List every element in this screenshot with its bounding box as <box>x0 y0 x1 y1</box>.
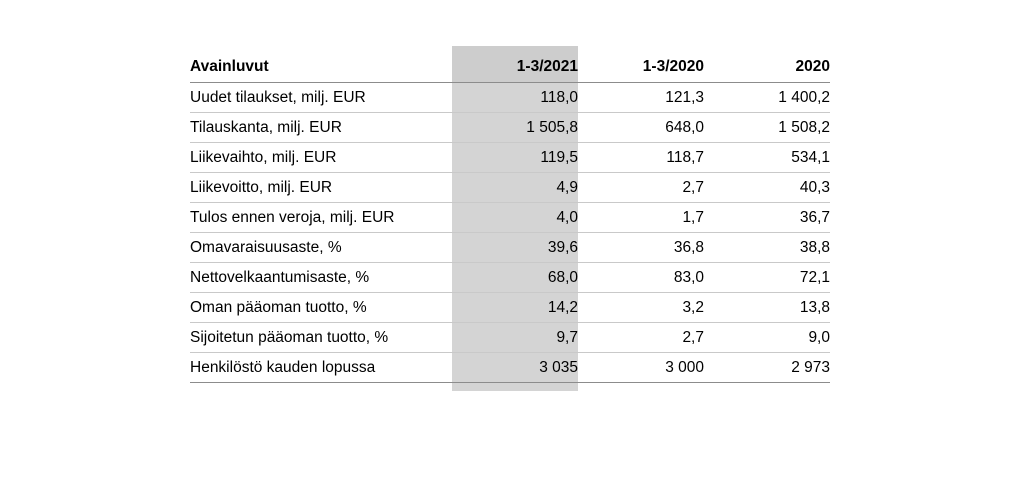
table-row <box>190 143 830 173</box>
column-header-label: Avainluvut <box>190 52 452 83</box>
row-label: Oman pääoman tuotto, % <box>190 293 452 323</box>
cell-period-current: 119,5 <box>452 143 578 173</box>
cell-period-previous: 36,8 <box>578 233 704 263</box>
cell-period-previous: 648,0 <box>578 113 704 143</box>
cell-period-previous: 83,0 <box>578 263 704 293</box>
column-header-full-year: 2020 <box>704 52 830 83</box>
table-row <box>190 173 830 203</box>
cell-full-year: 534,1 <box>704 143 830 173</box>
cell-period-previous: 2,7 <box>578 323 704 353</box>
table-header-row <box>190 52 830 83</box>
row-label: Sijoitetun pääoman tuotto, % <box>190 323 452 353</box>
cell-period-current: 14,2 <box>452 293 578 323</box>
cell-full-year: 72,1 <box>704 263 830 293</box>
cell-period-current: 3 035 <box>452 353 578 383</box>
kpi-table-container <box>190 52 830 383</box>
highlight-band-top <box>452 46 578 52</box>
cell-full-year: 1 508,2 <box>704 113 830 143</box>
cell-period-current: 4,0 <box>452 203 578 233</box>
table-row <box>190 353 830 383</box>
table-row <box>190 113 830 143</box>
cell-period-current: 118,0 <box>452 83 578 113</box>
table-body <box>190 83 830 383</box>
table-row <box>190 83 830 113</box>
cell-period-current: 1 505,8 <box>452 113 578 143</box>
table-row <box>190 263 830 293</box>
cell-full-year: 38,8 <box>704 233 830 263</box>
highlight-band-bottom <box>452 383 578 391</box>
column-header-period-previous: 1-3/2020 <box>578 52 704 83</box>
table-row <box>190 293 830 323</box>
table-row <box>190 203 830 233</box>
cell-period-previous: 3,2 <box>578 293 704 323</box>
cell-period-previous: 1,7 <box>578 203 704 233</box>
cell-period-previous: 121,3 <box>578 83 704 113</box>
cell-period-current: 4,9 <box>452 173 578 203</box>
cell-period-current: 39,6 <box>452 233 578 263</box>
cell-full-year: 40,3 <box>704 173 830 203</box>
cell-full-year: 1 400,2 <box>704 83 830 113</box>
cell-period-previous: 3 000 <box>578 353 704 383</box>
row-label: Liikevoitto, milj. EUR <box>190 173 452 203</box>
row-label: Uudet tilaukset, milj. EUR <box>190 83 452 113</box>
cell-full-year: 2 973 <box>704 353 830 383</box>
row-label: Henkilöstö kauden lopussa <box>190 353 452 383</box>
table-row <box>190 323 830 353</box>
cell-full-year: 9,0 <box>704 323 830 353</box>
table-header <box>190 52 830 83</box>
cell-full-year: 13,8 <box>704 293 830 323</box>
cell-period-current: 9,7 <box>452 323 578 353</box>
row-label: Omavaraisuusaste, % <box>190 233 452 263</box>
cell-period-current: 68,0 <box>452 263 578 293</box>
kpi-table <box>190 52 830 383</box>
cell-period-previous: 2,7 <box>578 173 704 203</box>
row-label: Tilauskanta, milj. EUR <box>190 113 452 143</box>
row-label: Nettovelkaantumisaste, % <box>190 263 452 293</box>
cell-period-previous: 118,7 <box>578 143 704 173</box>
cell-full-year: 36,7 <box>704 203 830 233</box>
column-header-period-current: 1-3/2021 <box>452 52 578 83</box>
row-label: Liikevaihto, milj. EUR <box>190 143 452 173</box>
table-row <box>190 233 830 263</box>
row-label: Tulos ennen veroja, milj. EUR <box>190 203 452 233</box>
